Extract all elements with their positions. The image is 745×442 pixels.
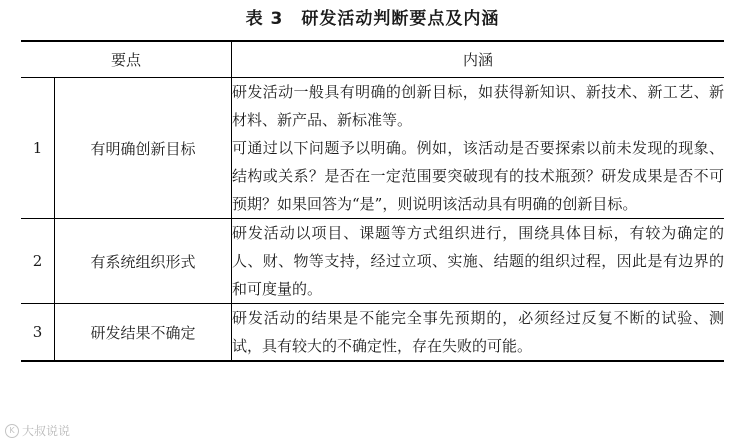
table-number: 表 3 xyxy=(245,9,284,29)
row-key-point: 有明确创新目标 xyxy=(55,78,232,219)
meaning-paragraph: 研发活动一般具有明确的创新目标，如获得新知识、新技术、新工艺、新材料、新产品、新标准等。 xyxy=(232,83,724,129)
row-index: 1 xyxy=(21,78,55,219)
watermark-logo-icon: K xyxy=(5,424,19,438)
table-row xyxy=(21,78,724,219)
row-meaning xyxy=(232,219,725,304)
row-index: 2 xyxy=(21,219,55,304)
header-meaning: 内涵 xyxy=(232,41,725,78)
research-criteria-table xyxy=(21,40,724,362)
table-row xyxy=(21,304,724,362)
table-caption: 研发活动判断要点及内涵 xyxy=(301,9,500,29)
meaning-paragraph: 研发活动的结果是不能完全事先预期的，必须经过反复不断的试验、测试，具有较大的不确定性，存在失败的可能。 xyxy=(232,309,724,355)
meaning-paragraph: 可通过以下问题予以明确。例如，该活动是否要探索以前未发现的现象、结构或关系？是否在一定范围要突破现有的技术瓶颈？研发成果是否不可预期？如果回答为“是”，则说明该活动具有明确的创新目标。 xyxy=(232,139,724,213)
header-key-point: 要点 xyxy=(21,41,232,78)
row-meaning xyxy=(232,304,725,362)
row-key-point: 有系统组织形式 xyxy=(55,219,232,304)
table-row xyxy=(21,219,724,304)
meaning-paragraph: 研发活动以项目、课题等方式组织进行，围绕具体目标，有较为确定的人、财、物等支持，经过立项、实施、结题的组织过程，因此是有边界的和可度量的。 xyxy=(232,224,724,298)
row-key-point: 研发结果不确定 xyxy=(55,304,232,362)
table-title xyxy=(0,7,745,31)
watermark xyxy=(5,422,70,439)
watermark-text: 大叔说说 xyxy=(22,424,71,438)
table-header-row xyxy=(21,41,724,78)
row-index: 3 xyxy=(21,304,55,362)
row-meaning xyxy=(232,78,725,219)
